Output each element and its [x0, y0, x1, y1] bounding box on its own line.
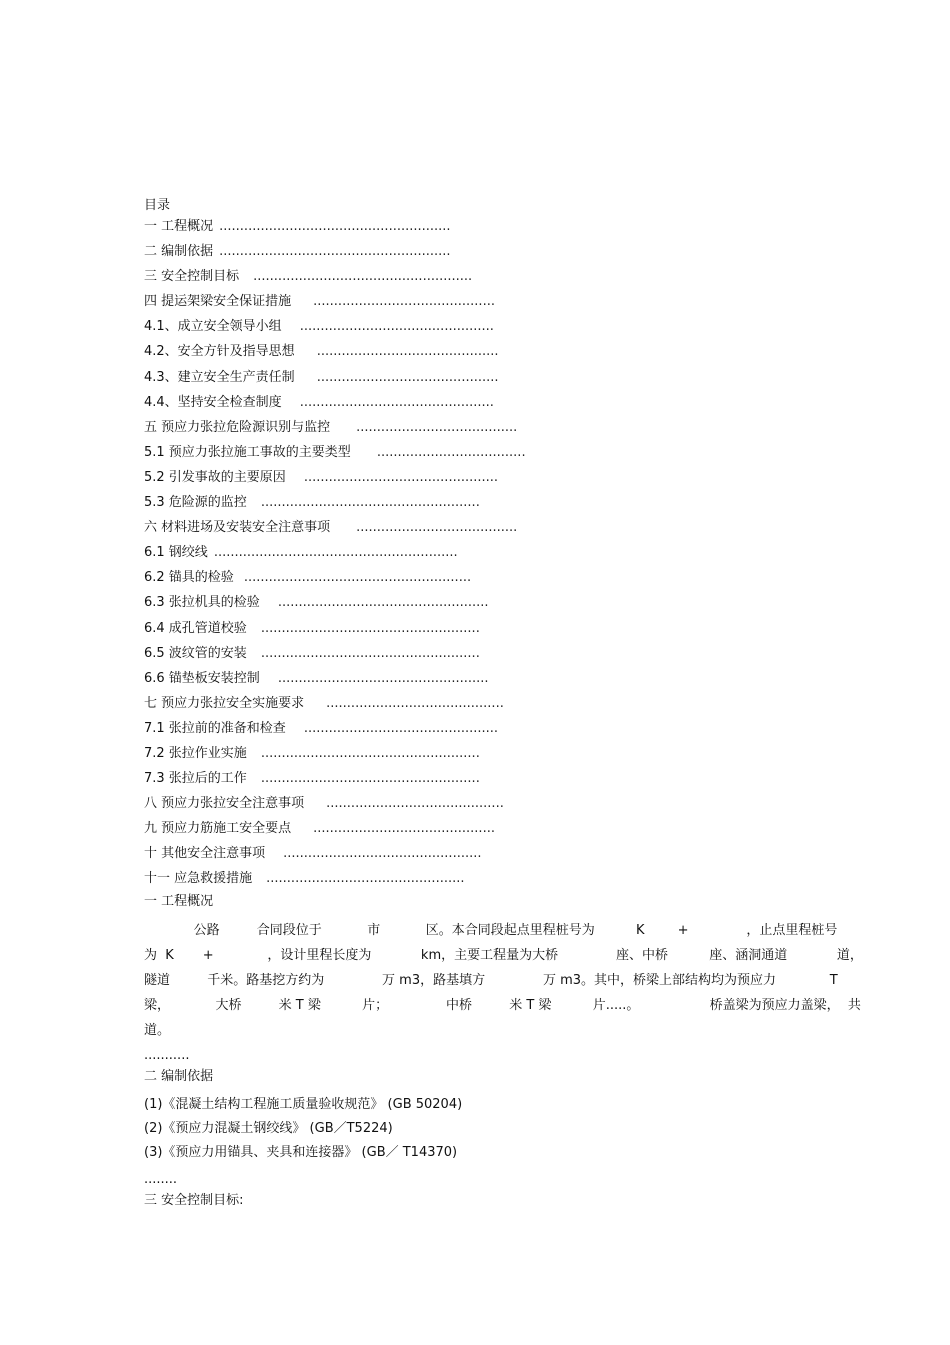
- toc-item[interactable]: [144, 317, 664, 342]
- overview-line: 道。: [144, 1023, 171, 1038]
- toc-leader-dots: ........................................................: [219, 219, 451, 234]
- toc-leader-dots: ............................................: [313, 294, 495, 310]
- toc-item[interactable]: [144, 644, 664, 669]
- toc-item-label: 5.2 引发事故的主要原因: [144, 469, 286, 485]
- toc-item[interactable]: [144, 518, 664, 543]
- toc-item-label: 七 预应力张拉安全实施要求: [144, 695, 305, 711]
- toc-item-label: 三 安全控制目标: [144, 269, 240, 285]
- toc-item-label: 6.4 成孔管道校验: [144, 620, 247, 636]
- overview-line: 隧道 千米。路基挖方约为 万 m3，路基填方 万 m3。其中，桥梁上部结构均为预应力 T: [144, 973, 838, 988]
- toc-leader-dots: ...........................................: [326, 695, 504, 711]
- toc-item[interactable]: [144, 719, 664, 744]
- toc-item[interactable]: [144, 242, 664, 267]
- overview-paragraph: [144, 918, 863, 1043]
- overview-line: 公路 合同段位于 市 区。本合同段起点里程桩号为 K + ，止点里程桩号: [144, 923, 838, 938]
- toc-item[interactable]: [144, 844, 664, 869]
- toc-leader-dots: .......................................: [356, 419, 518, 435]
- toc-item[interactable]: [144, 819, 664, 844]
- toc-leader-dots: ................................................: [266, 871, 465, 887]
- toc-item[interactable]: [144, 694, 664, 719]
- toc-item[interactable]: [144, 368, 664, 393]
- toc-item-label: 4.4、坚持安全检查制度: [144, 394, 282, 410]
- toc-item[interactable]: [144, 593, 664, 618]
- toc-item[interactable]: [144, 619, 664, 644]
- toc-item-label: 7.2 张拉作业实施: [144, 745, 247, 761]
- reference-item: (2)《预应力混凝土钢绞线》 (GB／T5224): [144, 1121, 393, 1136]
- toc-item[interactable]: [144, 468, 664, 493]
- toc-leader-dots: ........................................................: [219, 244, 451, 260]
- toc-item-label: 6.1 钢绞线: [144, 545, 208, 561]
- toc-item[interactable]: [144, 217, 664, 242]
- reference-item: (1)《混凝土结构工程施工质量验收规范》 (GB 50204): [144, 1097, 463, 1112]
- overview-line: 梁， 大桥 米 T 梁 片； 中桥 米 T 梁 片.....。 桥盖梁为预应力盖梁， 共: [144, 998, 861, 1013]
- toc-leader-dots: ............................................: [313, 821, 495, 837]
- toc-leader-dots: .....................................................: [260, 620, 480, 636]
- toc-leader-dots: ...............................................: [299, 394, 494, 410]
- toc-leader-dots: ...............................................: [299, 319, 494, 335]
- toc-item-label: 4.3、建立安全生产责任制: [144, 369, 295, 385]
- toc-item[interactable]: [144, 669, 664, 694]
- section-heading-overview: 一 工程概况: [144, 894, 214, 909]
- toc-item[interactable]: [144, 267, 664, 292]
- toc-item[interactable]: [144, 493, 664, 518]
- toc-item-label: 十一 应急救援措施: [144, 871, 253, 887]
- table-of-contents: [144, 217, 664, 895]
- toc-title: 目录: [144, 198, 171, 213]
- toc-item-label: 5.3 危险源的监控: [144, 495, 247, 511]
- toc-item[interactable]: [144, 342, 664, 367]
- toc-item-label: 四 提运架梁安全保证措施: [144, 294, 292, 310]
- toc-item-label: 八 预应力张拉安全注意事项: [144, 796, 305, 812]
- toc-leader-dots: .....................................................: [260, 495, 480, 511]
- toc-leader-dots: ...............................................: [303, 469, 499, 485]
- toc-item[interactable]: [144, 744, 664, 769]
- basis-ellipsis: ........: [144, 1172, 178, 1187]
- toc-leader-dots: ...................................................: [277, 595, 489, 611]
- section-heading-basis: 二 编制依据: [144, 1069, 214, 1084]
- toc-leader-dots: .......................................: [356, 520, 518, 536]
- toc-leader-dots: ...........................................................: [213, 545, 458, 561]
- toc-item-label: 十 其他安全注意事项: [144, 846, 266, 862]
- toc-item-label: 六 材料进场及安装安全注意事项: [144, 520, 331, 536]
- toc-leader-dots: ............................................: [316, 344, 499, 360]
- toc-item-label: 九 预应力筋施工安全要点: [144, 821, 292, 837]
- toc-item[interactable]: [144, 443, 664, 468]
- toc-leader-dots: .....................................................: [253, 269, 473, 285]
- overview-ellipsis: ...........: [144, 1048, 190, 1063]
- toc-item-label: 7.3 张拉后的工作: [144, 771, 247, 787]
- toc-item[interactable]: [144, 393, 664, 418]
- toc-item-label: 6.5 波纹管的安装: [144, 645, 247, 661]
- toc-item[interactable]: [144, 794, 664, 819]
- toc-leader-dots: .......................................................: [243, 570, 472, 586]
- toc-item[interactable]: [144, 418, 664, 443]
- toc-item[interactable]: [144, 543, 664, 568]
- toc-leader-dots: .....................................................: [260, 771, 480, 787]
- toc-item[interactable]: [144, 769, 664, 794]
- toc-item-label: 7.1 张拉前的准备和检查: [144, 720, 286, 736]
- section-heading-safety-goals: 三 安全控制目标:: [144, 1193, 244, 1208]
- toc-leader-dots: ................................................: [283, 846, 482, 862]
- toc-leader-dots: ...................................................: [277, 670, 489, 686]
- toc-item-label: 4.1、成立安全领导小组: [144, 319, 282, 335]
- toc-item-label: 5.1 预应力张拉施工事故的主要类型: [144, 444, 351, 460]
- toc-item-label: 一 工程概况: [144, 219, 214, 234]
- toc-leader-dots: ....................................: [376, 444, 526, 460]
- toc-item[interactable]: [144, 568, 664, 593]
- toc-item-label: 6.6 锚垫板安装控制: [144, 670, 260, 686]
- toc-leader-dots: .....................................................: [260, 745, 480, 761]
- toc-leader-dots: ...............................................: [303, 720, 499, 736]
- overview-line: 为 K + ，设计里程长度为 km，主要工程量为大桥 座、中桥 座、涵洞通道 道，: [144, 948, 863, 963]
- toc-item-label: 二 编制依据: [144, 244, 214, 260]
- toc-item-label: 五 预应力张拉危险源识别与监控: [144, 419, 331, 435]
- toc-item-label: 6.3 张拉机具的检验: [144, 595, 260, 611]
- toc-leader-dots: ...........................................: [326, 796, 504, 812]
- toc-item-label: 4.2、安全方针及指导思想: [144, 344, 295, 360]
- toc-item-label: 6.2 锚具的检验: [144, 570, 234, 586]
- toc-item[interactable]: [144, 292, 664, 317]
- toc-leader-dots: .....................................................: [260, 645, 480, 661]
- reference-item: (3)《预应力用锚具、夹具和连接器》 (GB／ T14370): [144, 1145, 458, 1160]
- toc-leader-dots: ............................................: [316, 369, 499, 385]
- toc-item[interactable]: [144, 869, 664, 894]
